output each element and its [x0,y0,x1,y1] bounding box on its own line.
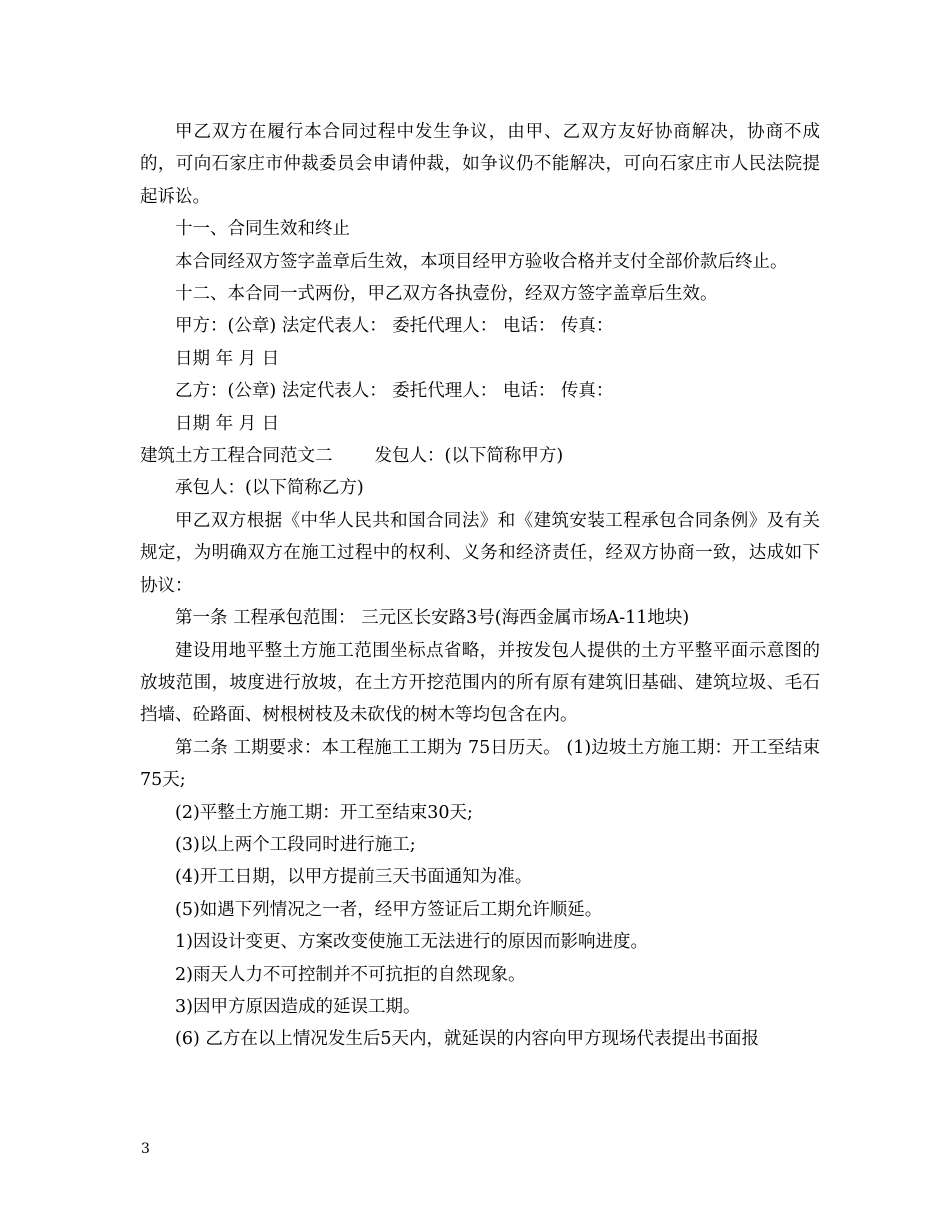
delay-reason-3: 3)因甲方原因造成的延误工期。 [175,996,421,1017]
delay-reason-1: 1)因设计变更、方案改变使施工无法进行的原因而影响进度。 [175,932,648,953]
page-number: 3 [141,1141,150,1157]
employer-label: 发包人：(以下简称甲方) [374,446,564,467]
document-body [140,116,820,1056]
date-line-party-a: 日期 年 月 日 [175,348,280,369]
date-line-party-b: 日期 年 月 日 [175,413,280,434]
article-2-schedule: 第二条 工期要求：本工程施工工期为 75日历天。 (1)边坡土方施工期：开工至结束75天; [140,737,820,791]
section-heading-effect-termination: 十一、合同生效和终止 [175,219,350,240]
schedule-item-5: (5)如遇下列情况之一者，经甲方签证后工期允许顺延。 [175,899,603,920]
paragraph-scope-details: 建设用地平整土方施工范围坐标点省略，并按发包人提供的土方平整平面示意图的放坡范围，坡度进行放坡，在土方开挖范围内的所有原有建筑旧基础、建筑垃圾、毛石挡墙、砼路面、树根树枝及未砍伐的树木等均包含在内。 [140,640,820,726]
schedule-item-3: (3)以上两个工段同时进行施工; [175,834,416,855]
signature-line-party-a: 甲方：(公章) 法定代表人： 委托代理人： 电话： 传真： [175,316,614,337]
schedule-item-6: (6) 乙方在以上情况发生后5天内，就延误的内容向甲方现场代表提出书面报 [175,1029,759,1050]
paragraph-dispute-resolution: 甲乙双方在履行本合同过程中发生争议，由甲、乙双方友好协商解决，协商不成的，可向石家庄市仲裁委员会申请仲裁，如争议仍不能解决，可向石家庄市人民法院提起诉讼。 [140,122,820,207]
article-1-scope: 第一条 工程承包范围： 三元区长安路3号(海西金属市场A-11地块) [175,608,690,629]
paragraph-effect-termination: 本合同经双方签字盖章后生效，本项目经甲方验收合格并支付全部价款后终止。 [175,251,788,272]
contractor-label: 承包人：(以下简称乙方) [175,478,364,499]
delay-reason-2: 2)雨天人力不可控制并不可抗拒的自然现象。 [175,964,526,985]
contract-title-line [140,440,820,472]
schedule-item-2: (2)平整土方施工期：开工至结束30天; [175,802,473,823]
paragraph-copies: 十二、本合同一式两份，甲乙双方各执壹份，经双方签字盖章后生效。 [175,284,718,305]
schedule-item-4: (4)开工日期，以甲方提前三天书面通知为准。 [175,867,533,888]
paragraph-basis: 甲乙双方根据《中华人民共和国合同法》和《建筑安装工程承包合同条例》及有关规定，为明确双方在施工过程中的权利、义务和经济责任，经双方协商一致，达成如下协议： [140,510,820,596]
signature-line-party-b: 乙方：(公章) 法定代表人： 委托代理人： 电话： 传真： [175,381,614,402]
contract-title: 建筑土方工程合同范文二 [140,446,333,467]
